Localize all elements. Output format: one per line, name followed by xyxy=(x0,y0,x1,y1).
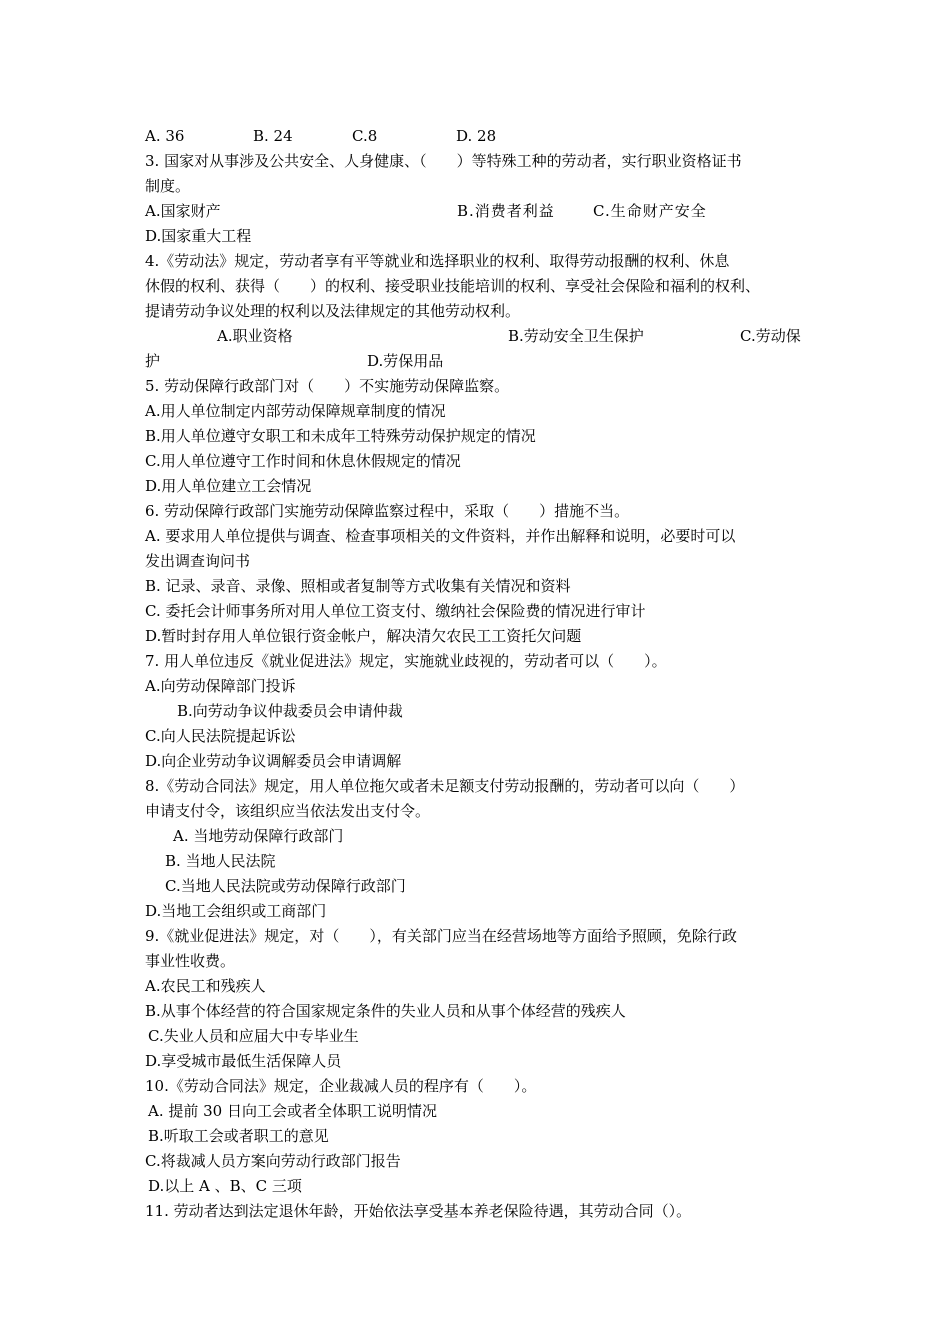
q2-option-d: D. 28 xyxy=(456,127,497,145)
q4-option-c-part1: C.劳动保 xyxy=(740,327,801,345)
q10-option-a: A. 提前 30 日向工会或者全体职工说明情况 xyxy=(148,1102,437,1120)
q10-option-d: D.以上 A 、B、C 三项 xyxy=(148,1177,302,1195)
q4-option-c-part2: 护 xyxy=(145,352,161,370)
q10-option-b: B.听取工会或者职工的意见 xyxy=(148,1127,329,1145)
q2-option-b: B. 24 xyxy=(253,127,293,145)
q4-stem-line1: 4.《劳动法》规定，劳动者享有平等就业和选择职业的权利、取得劳动报酬的权利、休息 xyxy=(145,252,730,270)
q9-option-d: D.享受城市最低生活保障人员 xyxy=(145,1052,342,1070)
q3-option-a: A.国家财产 xyxy=(145,202,221,220)
q8-stem-line1: 8.《劳动合同法》规定，用人单位拖欠或者未足额支付劳动报酬的，劳动者可以向（ ） xyxy=(145,777,745,795)
q6-option-c: C. 委托会计师事务所对用人单位工资支付、缴纳社会保险费的情况进行审计 xyxy=(145,602,646,620)
q5-option-b: B.用人单位遵守女职工和未成年工特殊劳动保护规定的情况 xyxy=(145,427,536,445)
q3-stem-line1: 3. 国家对从事涉及公共安全、人身健康、（ ）等特殊工种的劳动者，实行职业资格证书 xyxy=(145,152,742,170)
q4-stem-line2: 休假的权利、获得（ ）的权利、接受职业技能培训的权利、享受社会保险和福利的权利、 xyxy=(145,277,761,295)
q9-option-b: B.从事个体经营的符合国家规定条件的失业人员和从事个体经营的残疾人 xyxy=(145,1002,626,1020)
q6-option-a-line1: A. 要求用人单位提供与调查、检查事项相关的文件资料，并作出解释和说明，必要时可以 xyxy=(145,527,736,545)
q8-option-b: B. 当地人民法院 xyxy=(165,852,276,870)
q7-option-d: D.向企业劳动争议调解委员会申请调解 xyxy=(145,752,402,770)
q4-option-d: D.劳保用品 xyxy=(367,352,444,370)
q10-stem: 10.《劳动合同法》规定，企业裁减人员的程序有（ ）。 xyxy=(145,1077,537,1095)
q4-option-b: B.劳动安全卫生保护 xyxy=(508,327,644,345)
q7-option-b: B.向劳动争议仲裁委员会申请仲裁 xyxy=(177,702,403,720)
q4-stem-line3: 提请劳动争议处理的权利以及法律规定的其他劳动权利。 xyxy=(145,302,521,320)
q5-option-a: A.用人单位制定内部劳动保障规章制度的情况 xyxy=(145,402,446,420)
q3-option-b: B.消费者利益 xyxy=(457,202,555,220)
q5-option-c: C.用人单位遵守工作时间和休息休假规定的情况 xyxy=(145,452,461,470)
q9-stem-line1: 9.《就业促进法》规定，对（ ），有关部门应当在经营场地等方面给予照顾，免除行政 xyxy=(145,927,737,945)
q4-option-a: A.职业资格 xyxy=(217,327,293,345)
q7-option-c: C.向人民法院提起诉讼 xyxy=(145,727,296,745)
q7-stem: 7. 用人单位违反《就业促进法》规定，实施就业歧视的，劳动者可以（ ）。 xyxy=(145,652,667,670)
q8-option-a: A. 当地劳动保障行政部门 xyxy=(173,827,344,845)
q7-option-a: A.向劳动保障部门投诉 xyxy=(145,677,296,695)
q8-option-d: D.当地工会组织或工商部门 xyxy=(145,902,327,920)
q9-stem-line2: 事业性收费。 xyxy=(145,952,236,970)
q2-option-c: C.8 xyxy=(352,127,378,145)
q9-option-a: A.农民工和残疾人 xyxy=(145,977,266,995)
q3-option-d: D.国家重大工程 xyxy=(145,227,252,245)
q5-option-d: D.用人单位建立工会情况 xyxy=(145,477,312,495)
q5-stem: 5. 劳动保障行政部门对（ ）不实施劳动保障监察。 xyxy=(145,377,510,395)
q6-option-a-line2: 发出调查询问书 xyxy=(145,552,251,570)
q6-option-d: D.暂时封存用人单位银行资金帐户，解决清欠农民工工资托欠问题 xyxy=(145,627,582,645)
q8-option-c: C.当地人民法院或劳动保障行政部门 xyxy=(165,877,406,895)
q3-option-c: C.生命财产安全 xyxy=(593,202,707,220)
q10-option-c: C.将裁减人员方案向劳动行政部门报告 xyxy=(145,1152,401,1170)
q2-option-a: A. 36 xyxy=(145,127,185,145)
q9-option-c: C.失业人员和应届大中专毕业生 xyxy=(148,1027,359,1045)
q6-option-b: B. 记录、录音、录像、照相或者复制等方式收集有关情况和资料 xyxy=(145,577,571,595)
q11-stem: 11. 劳动者达到法定退休年龄，开始依法享受基本养老保险待遇，其劳动合同（）。 xyxy=(145,1202,692,1220)
q3-stem-line2: 制度。 xyxy=(145,177,191,195)
q8-stem-line2: 申请支付令，该组织应当依法发出支付令。 xyxy=(145,802,431,820)
q6-stem: 6. 劳动保障行政部门实施劳动保障监察过程中，采取（ ）措施不当。 xyxy=(145,502,630,520)
